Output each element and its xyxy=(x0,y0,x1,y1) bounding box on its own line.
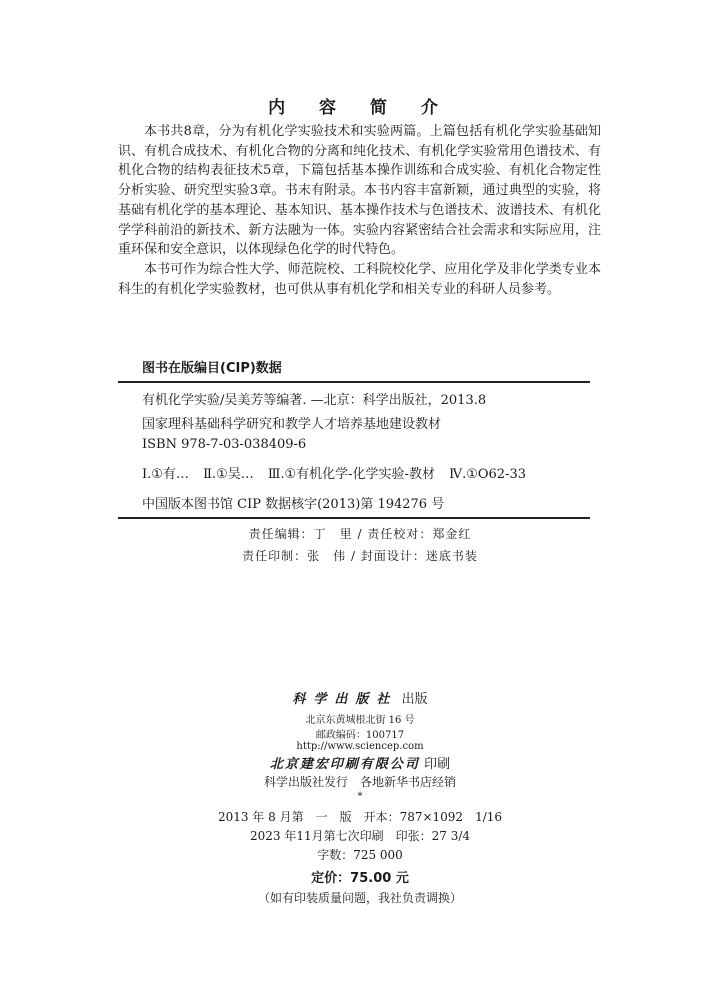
edition-line-2: 2023 年11月第七次印刷 印张：27 3/4 xyxy=(249,829,471,843)
cip-record-number: 中国版本图书馆 CIP 数据核字(2013)第 194276 号 xyxy=(142,497,445,512)
printer-name: 北京建宏印刷有限公司 xyxy=(269,757,420,772)
publisher-name: 科学出版社 xyxy=(292,692,398,707)
word-count: 字数：725 000 xyxy=(317,848,403,862)
publisher-postcode: 邮政编码：100717 xyxy=(315,730,405,741)
edition-line-1: 2013 年 8 月第 一 版 开本：787×1092 1/16 xyxy=(217,810,503,824)
cip-classification xyxy=(142,463,536,482)
cip-title-line: 有机化学实验/吴美芳等编著. —北京：科学出版社，2013.8 xyxy=(142,393,487,408)
cip-title: 图书在版编目(CIP)数据 xyxy=(142,361,282,376)
cip-class-1: Ⅰ.①有… xyxy=(142,467,189,482)
intro-paragraph-2: 本书可作为综合性大学、师范院校、工科院校化学、应用化学及非化学类专业本科生的有机化学实验教材，也可供从事有机化学和相关专业的科研人员参考。 xyxy=(118,261,601,297)
publisher-line xyxy=(0,688,720,707)
price: 定价：75.00 元 xyxy=(311,871,409,886)
publisher-url: http://www.sciencep.com xyxy=(296,741,424,752)
cip-class-2: Ⅱ.①吴… xyxy=(203,467,254,482)
intro-text xyxy=(118,122,601,299)
separator-star: * xyxy=(357,791,363,802)
printer-line xyxy=(0,753,720,772)
intro-paragraph-1: 本书共8章，分为有机化学实验技术和实验两篇。上篇包括有机化学实验基础知识、有机合成技术、有机化合物的分离和纯化技术、有机化学实验常用色谱技术、有机化合物的结构表征技术5章，下篇包括基本操作训练和合成实验、有机化合物定性分析实验、研究型实验3章。书末有附录。本书内容丰富新颖，通过典型的实验，将基础有机化学的基本理论、基本知识、基本操作技术与色谱技术、波谱技术、有机化学学科前沿的新技术、新方法融为一体。实验内容紧密结合社会需求和实际应用，注重环保和安全意识，以体现绿色化学的时代特色。 xyxy=(118,124,601,258)
cip-class-4: Ⅳ.①O62-33 xyxy=(449,467,527,482)
publisher-suffix: 出版 xyxy=(401,692,428,707)
credits-print: 责任印制：张 伟 / 封面设计：迷底书装 xyxy=(242,549,478,563)
quality-note: （如有印装质量问题，我社负责调换） xyxy=(257,891,462,905)
publisher-address: 北京东黄城根北街 16 号 xyxy=(305,715,415,726)
distribution-line: 科学出版社发行 各地新华书店经销 xyxy=(263,775,456,789)
cip-series-line: 国家理科基础科学研究和教学人才培养基地建设教材 xyxy=(142,417,442,432)
cip-bottom-rule xyxy=(118,517,590,519)
credits-editor: 责任编辑：丁 里 / 责任校对：郑金红 xyxy=(248,527,472,541)
cip-top-rule xyxy=(118,381,590,383)
printer-suffix: 印刷 xyxy=(424,757,451,772)
cip-class-3: Ⅲ.①有机化学-化学实验-教材 xyxy=(267,467,435,482)
intro-heading: 内 容 简 介 xyxy=(268,98,452,118)
cip-isbn: ISBN 978-7-03-038409-6 xyxy=(142,437,307,452)
